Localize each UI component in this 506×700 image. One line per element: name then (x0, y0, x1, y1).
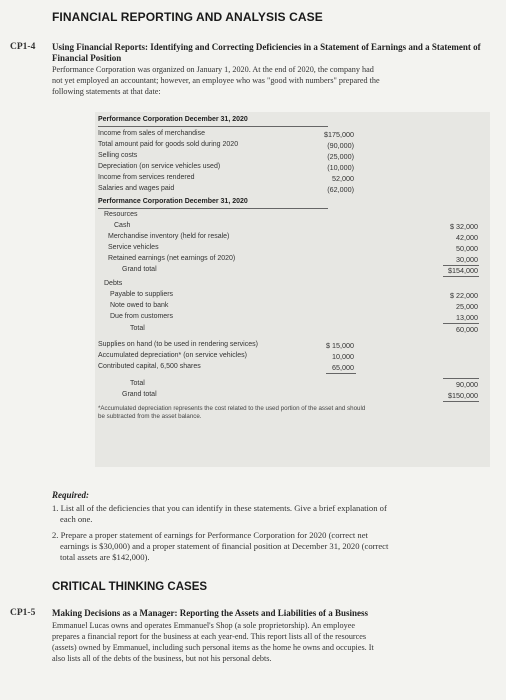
row-label: Income from sales of merchandise (98, 130, 205, 137)
row-value: 30,000 (456, 255, 478, 264)
total-rule (443, 401, 479, 402)
row-label: Note owed to bank (110, 302, 169, 309)
row-label: Salaries and wages paid (98, 185, 175, 192)
row-value: 42,000 (456, 233, 478, 242)
section-title: FINANCIAL REPORTING AND ANALYSIS CASE (52, 10, 323, 24)
critical-thinking-title: CRITICAL THINKING CASES (52, 581, 208, 593)
footnote-line: *Accumulated depreciation represents the cost related to the used portion of the asset and should (98, 405, 366, 412)
case-id-cp1-4: CP1-4 (10, 42, 36, 52)
case-body-line: not yet employed an accountant; however, an employee who was "good with numbers" prepared the (52, 76, 380, 85)
case-id-cp1-5: CP1-5 (10, 608, 36, 618)
debts-total-label: Total (130, 325, 145, 332)
case-body-cp1-4 (52, 64, 492, 97)
row-label: Service vehicles (108, 244, 159, 251)
total-rule (443, 276, 479, 277)
case-body-line: prepares a financial report for the business at each year-end. This report lists all of the resources (52, 632, 367, 641)
row-label: Cash (114, 222, 131, 229)
required-item-line: total assets are $142,000). (60, 552, 150, 562)
row-value: 50,000 (456, 244, 478, 253)
subtotal-rule (443, 378, 479, 379)
row-label: Income from services rendered (98, 174, 195, 181)
row-value: (90,000) (327, 141, 354, 150)
row-label: Depreciation (on service vehicles used) (98, 163, 221, 170)
row-label: Payable to suppliers (110, 291, 174, 298)
position-header: Performance Corporation December 31, 2020 (98, 198, 248, 205)
row-value: 10,000 (332, 352, 354, 361)
case-body-line: also lists all of the debts of the business, but not his personal debts. (52, 654, 272, 663)
row-label: Total amount paid for goods sold during 2020 (98, 141, 239, 148)
case-title-cp1-4: Using Financial Reports: Identifying and Correcting Deficiencies in a Statement of Earnings and a Statement of Financial Position (52, 42, 481, 63)
subtotal-rule (443, 323, 479, 324)
required-item-line: earnings is $30,000) and a proper statement of financial position at December 31, 2020 (correct (60, 541, 389, 551)
row-label: Supplies on hand (to be used in rendering services) (98, 341, 258, 348)
debts-label: Debts (104, 280, 123, 287)
row-label: Selling costs (98, 152, 138, 159)
resources-total-label: Grand total (122, 266, 157, 273)
row-label: Contributed capital, 6,500 shares (98, 363, 201, 370)
grand-total-value: $150,000 (448, 391, 478, 400)
row-value: 13,000 (456, 313, 478, 322)
row-value: $ 15,000 (326, 341, 354, 350)
row-label: Retained earnings (net earnings of 2020) (108, 255, 236, 262)
case-body-line: (assets) owned by Emmanuel, including such personal items as the home he owns and occupies. It (52, 643, 374, 652)
row-value: $175,000 (324, 130, 354, 139)
required-item-line: each one. (60, 514, 93, 524)
grand-total-label: Grand total (122, 391, 157, 398)
resources-label: Resources (104, 211, 138, 218)
case-body-cp1-5 (52, 620, 492, 664)
case-title-cp1-5: Making Decisions as a Manager: Reporting the Assets and Liabilities of a Business (52, 608, 369, 618)
header-rule (98, 126, 328, 127)
other-total-value: 90,000 (456, 380, 478, 389)
required-item-line: 2. Prepare a proper statement of earnings for Performance Corporation for 2020 (correct net (52, 530, 368, 540)
other-total-label: Total (130, 380, 145, 387)
row-label: Accumulated depreciation* (on service vehicles) (98, 352, 248, 359)
header-rule (98, 208, 328, 209)
required-title: Required: (52, 490, 89, 500)
row-value: $ 32,000 (450, 222, 478, 231)
required-item-line: 1. List all of the deficiencies that you can identify in these statements. Give a brief explanation of (52, 503, 387, 513)
debts-total-value: 60,000 (456, 325, 478, 334)
resources-total-value: $154,000 (448, 266, 478, 275)
subtotal-rule (326, 373, 356, 374)
row-value: 25,000 (456, 302, 478, 311)
row-value: (62,000) (327, 185, 354, 194)
row-value: $ 22,000 (450, 291, 478, 300)
row-label: Due from customers (110, 313, 174, 320)
row-value: 65,000 (332, 363, 354, 372)
case-body-line: Emmanuel Lucas owns and operates Emmanuel's Shop (a sole proprietorship). An employee (52, 621, 355, 630)
row-value: 52,000 (332, 174, 354, 183)
case-body-line: Performance Corporation was organized on January 1, 2020. At the end of 2020, the company had (52, 65, 374, 74)
earnings-header: Performance Corporation December 31, 2020 (98, 116, 248, 123)
footnote-line: be subtracted from the asset balance. (98, 413, 202, 420)
row-label: Merchandise inventory (held for resale) (108, 233, 230, 240)
row-value: (25,000) (327, 152, 354, 161)
case-body-line: following statements at that date: (52, 87, 161, 96)
row-value: (10,000) (327, 163, 354, 172)
